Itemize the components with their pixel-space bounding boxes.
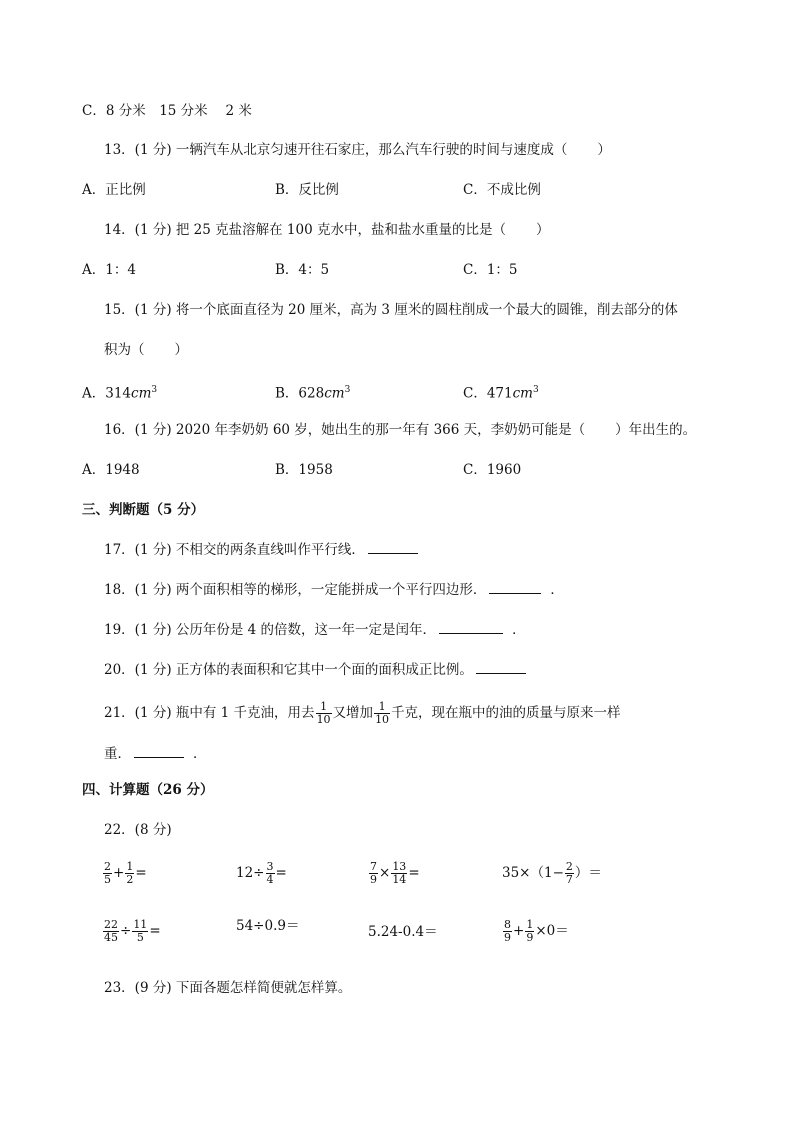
section3-title: 三、判断题（5 分） [82, 502, 205, 518]
q15-option-a-label: A．314 [82, 385, 132, 402]
equals: = [275, 865, 287, 881]
q14-option-c: C．1：5 [463, 262, 518, 278]
q23: 23．(9 分) 下面各题怎样简便就怎样算。 [104, 980, 352, 996]
q15-stem-line1: 15．(1 分) 将一个底面直径为 20 厘米，高为 3 厘米的圆柱削成一个最大的圆锥，削去部分的体 [104, 302, 678, 318]
q19-tail: ． [512, 622, 526, 638]
q13-close: ） [597, 142, 611, 158]
fraction [525, 919, 534, 944]
expr-8 [502, 916, 569, 946]
fraction [565, 861, 574, 886]
q19-text: 19．(1 分) 公历年份是 4 的倍数，这一年一定是闰年． [104, 622, 437, 638]
q13-option-a: A．正比例 [82, 182, 146, 198]
numerator: 8 [504, 918, 511, 931]
equals: = [149, 923, 161, 939]
numerator: 13 [392, 860, 407, 873]
denominator: 14 [392, 873, 407, 886]
denominator: 5 [136, 931, 144, 944]
fraction [103, 861, 112, 886]
expr-5 [102, 916, 161, 946]
unit-cm: cm [324, 385, 345, 402]
q12-option-c: C．8 分米 15 分米 2 米 [82, 103, 252, 119]
q16-option-c: C．1960 [463, 462, 522, 478]
operator: + [113, 865, 125, 881]
q16-tail: ）年出生的。 [615, 422, 697, 438]
denominator: 9 [370, 873, 377, 886]
fraction [266, 861, 275, 886]
fraction [132, 919, 148, 944]
fraction [391, 861, 407, 886]
denominator: 9 [526, 931, 534, 944]
expr-6: 54÷0.9＝ [236, 918, 300, 934]
numerator: 1 [316, 701, 332, 714]
denominator: 7 [565, 873, 573, 886]
q13-option-b: B．反比例 [275, 182, 339, 198]
answer-blank[interactable] [476, 659, 526, 674]
q14-option-b: B．4：5 [275, 262, 330, 278]
q19 [104, 619, 526, 640]
denominator: 10 [316, 713, 331, 726]
fraction [125, 861, 134, 886]
q22-label: 22．(8 分) [104, 822, 172, 838]
numerator: 2 [565, 860, 573, 873]
q21-part2: 又增加 [332, 705, 374, 721]
section4-title: 四、计算题（26 分） [82, 782, 214, 798]
q21-part3: 千克，现在瓶中的油的质量与原来一样 [391, 705, 621, 721]
numerator: 2 [104, 860, 111, 873]
q15-stem2-text: 积为（ [104, 342, 145, 358]
fraction [503, 919, 512, 944]
q15-stem-line2 [104, 340, 188, 360]
q14-close: ） [536, 222, 550, 238]
expr-suffix: ）＝ [574, 865, 602, 881]
q21-line1 [104, 700, 621, 726]
q15-option-a [82, 380, 157, 404]
unit-exp: 3 [532, 385, 539, 395]
q15-option-b [275, 380, 350, 404]
q14-option-a: A．1：4 [82, 262, 136, 278]
q18-tail: ． [550, 582, 564, 598]
unit-exp: 3 [151, 385, 158, 395]
q16-option-a: A．1948 [82, 462, 140, 478]
q20 [104, 659, 529, 680]
q14-stem-text: 14．(1 分) 把 25 克盐溶解在 100 克水中，盐和盐水重量的比是（ [104, 222, 506, 238]
q14-stem [104, 220, 550, 240]
q13-stem-text: 13．(1 分) 一辆汽车从北京匀速开往石家庄，那么汽车行驶的时间与速度成（ [104, 142, 568, 158]
q16-stem [104, 420, 696, 440]
q16-option-b: B．1958 [275, 462, 333, 478]
operator: × [379, 865, 391, 881]
answer-blank[interactable] [439, 619, 503, 634]
denominator: 5 [104, 873, 111, 886]
unit-cm: cm [131, 385, 152, 402]
q21-tail: ． [193, 746, 207, 762]
answer-blank[interactable] [489, 579, 541, 594]
equals: = [408, 865, 420, 881]
numerator: 1 [126, 860, 134, 873]
denominator: 10 [375, 713, 390, 726]
q13-stem [104, 140, 611, 160]
q21-line2 [104, 743, 207, 764]
q17-text: 17．(1 分) 不相交的两条直线叫作平行线． [104, 542, 365, 558]
expr-prefix: 12÷ [236, 865, 265, 881]
fraction [103, 919, 119, 944]
operator: + [513, 923, 525, 939]
numerator: 3 [266, 860, 274, 873]
fraction [316, 701, 332, 726]
q15-option-c-label: C．471 [463, 385, 513, 402]
expr-4 [502, 858, 602, 888]
numerator: 22 [104, 918, 118, 931]
q21-line2-text: 重． [104, 746, 131, 762]
fraction [369, 861, 378, 886]
numerator: 7 [370, 860, 377, 873]
numerator: 11 [133, 918, 148, 931]
q15-option-c [463, 380, 539, 404]
expr-3 [368, 858, 420, 888]
q21-part1: 21．(1 分) 瓶中有 1 千克油，用去 [104, 705, 315, 721]
q20-text: 20．(1 分) 正方体的表面积和它其中一个面的面积成正比例。 [104, 662, 473, 678]
answer-blank[interactable] [368, 539, 418, 554]
expr-prefix: 35×（1− [502, 865, 564, 881]
denominator: 9 [504, 931, 511, 944]
numerator: 1 [374, 701, 390, 714]
expr-1 [102, 858, 147, 888]
answer-blank[interactable] [134, 743, 184, 758]
operator: ÷ [120, 923, 132, 939]
numerator: 1 [526, 918, 534, 931]
q13-option-c: C．不成比例 [463, 182, 541, 198]
expr-7: 5.24-0.4＝ [368, 924, 438, 940]
unit-cm: cm [512, 385, 533, 402]
denominator: 4 [266, 873, 274, 886]
q15-close: ） [174, 342, 188, 358]
denominator: 45 [104, 931, 118, 944]
q18 [104, 579, 564, 600]
denominator: 2 [126, 873, 134, 886]
expr-2 [236, 858, 287, 888]
q17 [104, 539, 421, 560]
unit-exp: 3 [344, 385, 351, 395]
q18-text: 18．(1 分) 两个面积相等的梯形，一定能拼成一个平行四边形． [104, 582, 487, 598]
equals: = [135, 865, 147, 881]
expr-suffix: ×0＝ [535, 923, 569, 939]
fraction [374, 701, 390, 726]
q15-option-b-label: B．628 [275, 385, 325, 402]
q16-stem-text: 16．(1 分) 2020 年李奶奶 60 岁，她出生的那一年有 366 天，李奶奶可能是（ [104, 422, 586, 438]
